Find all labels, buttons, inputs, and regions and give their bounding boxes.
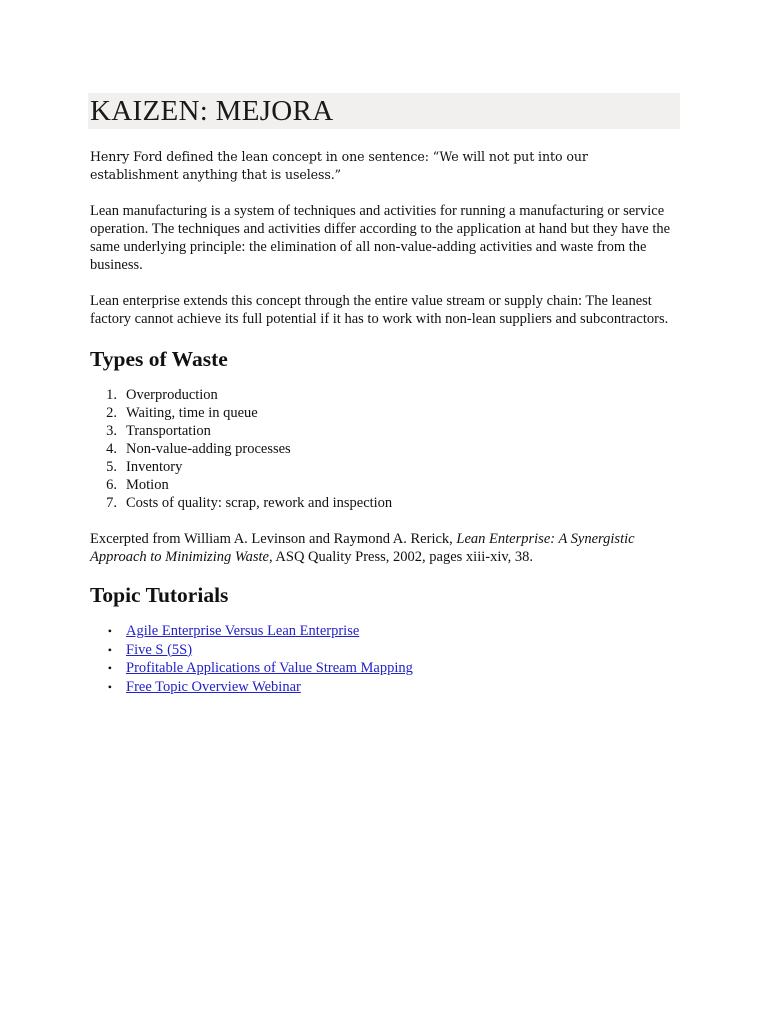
list-number: 4. [106,441,117,457]
link-agile-vs-lean[interactable]: Agile Enterprise Versus Lean Enterprise [126,623,360,639]
excerpt-suffix: , ASQ Quality Press, 2002, pages xiii-xiv, 38. [268,549,534,565]
ford-quote-paragraph: Henry Ford defined the lean concept in one sentence: “We will not put into our establishment anything that is useless.” [90,149,588,182]
list-item-label: Non-value-adding processes [126,441,291,457]
list-number: 2. [106,405,117,421]
waste-list [90,386,680,512]
list-item [90,494,680,512]
link-overview-webinar[interactable]: Free Topic Overview Webinar [126,678,301,695]
lean-enterprise-paragraph: Lean enterprise extends this concept through the entire value stream or supply chain: The leanest factory cannot achieve its full potential if it has to work with non-lean suppliers and subcontractors. [90,293,669,327]
waste-heading: Types of Waste [90,347,228,371]
book-title: Lean Enterprise: A Synergistic Approach to Minimizing Waste [90,531,635,565]
list-item [90,440,680,458]
excerpt-citation [90,530,680,566]
list-number: 5. [106,459,117,475]
topics-heading: Topic Tutorials [90,583,229,607]
list-item [90,476,680,494]
list-item-label: Inventory [126,459,183,475]
title-banner [88,93,680,129]
document-page [90,93,680,696]
bullet-icon: • [107,679,112,694]
list-item-label: Costs of quality: scrap, rework and inspection [126,495,393,511]
list-item [90,641,680,660]
list-item [90,422,680,440]
list-item [90,678,680,697]
list-number: 3. [106,423,117,439]
lean-manufacturing-paragraph: Lean manufacturing is a system of techniques and activities for running a manufacturing or service operation. The techniques and activities differ according to the application at hand but they have the same underlying principle: the elimination of all non-value-adding activities and waste from the business. [90,203,671,273]
list-item [90,386,680,404]
bullet-icon: • [107,661,112,675]
link-value-stream-mapping[interactable]: Profitable Applications of Value Stream Mapping [126,660,413,676]
list-item [90,458,680,476]
page-title: KAIZEN: MEJORA [90,94,334,127]
list-item-label: Waiting, time in queue [126,405,258,421]
topic-link-list [90,622,680,696]
list-item-label: Transportation [126,423,211,439]
list-item [90,404,680,422]
excerpt-prefix: Excerpted from William A. Levinson and Raymond A. Rerick, [90,531,457,547]
bullet-icon: • [107,624,112,638]
list-item-label: Motion [126,477,169,493]
list-number: 7. [106,495,117,511]
list-number: 6. [106,477,117,493]
list-number: 1. [106,387,117,403]
list-item [90,659,680,678]
link-five-s[interactable]: Five S (5S) [126,641,193,658]
bullet-icon: • [107,642,112,657]
list-item-label: Overproduction [126,387,218,403]
list-item [90,622,680,641]
